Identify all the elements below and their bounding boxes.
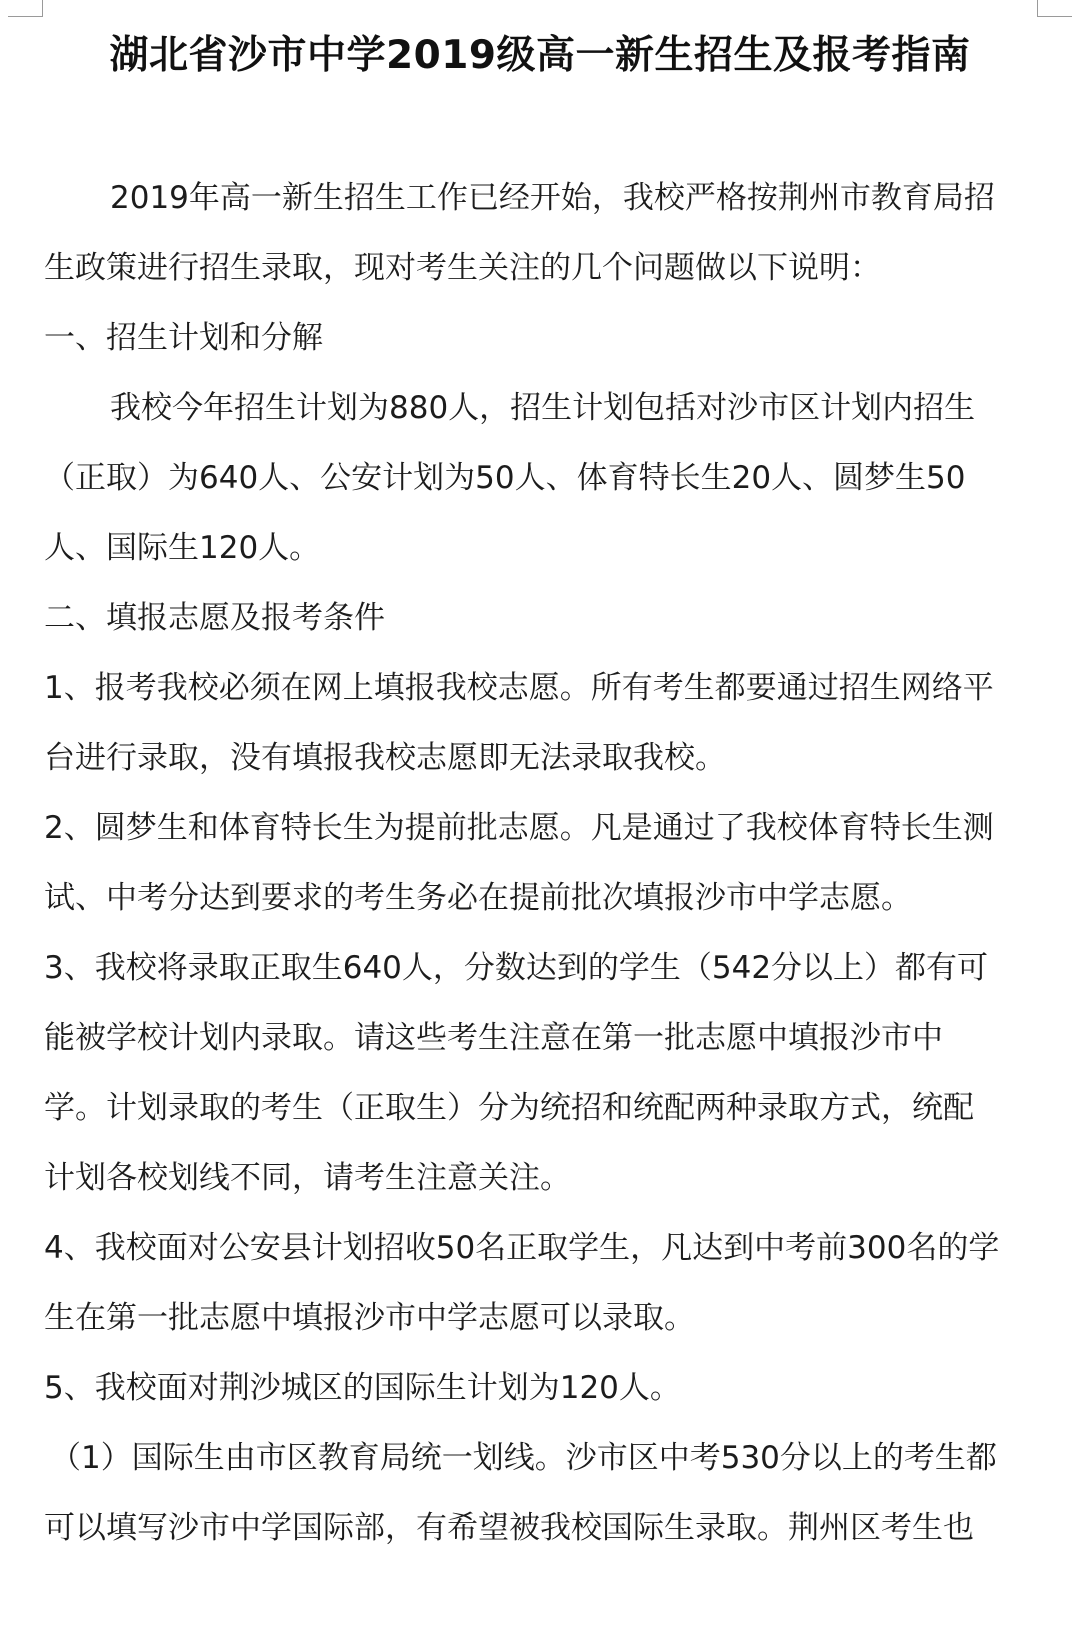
item-3-line-1: 3、我校将录取正取生640人，分数达到的学生（542分以上）都有可 bbox=[44, 950, 989, 986]
item-4-line-2: 生在第一批志愿中填报沙市中学志愿可以录取。 bbox=[44, 1300, 695, 1336]
section-heading-1: 一、招生计划和分解 bbox=[44, 320, 323, 356]
item-3-line-4: 计划各校划线不同，请考生注意关注。 bbox=[44, 1160, 571, 1196]
subitem-1-line-1: （1）国际生由市区教育局统一划线。沙市区中考530分以上的考生都 bbox=[50, 1440, 997, 1476]
section-heading-2: 二、填报志愿及报考条件 bbox=[44, 600, 385, 636]
subitem-1-line-2: 可以填写沙市中学国际部，有希望被我校国际生录取。荆州区考生也 bbox=[44, 1510, 974, 1546]
item-1-line-1: 1、报考我校必须在网上填报我校志愿。所有考生都要通过招生网络平 bbox=[44, 670, 994, 706]
item-1-line-2: 台进行录取，没有填报我校志愿即无法录取我校。 bbox=[44, 740, 726, 776]
item-5-line-1: 5、我校面对荆沙城区的国际生计划为120人。 bbox=[44, 1370, 681, 1406]
plan-paragraph-line-1: 我校今年招生计划为880人，招生计划包括对沙市区计划内招生 bbox=[110, 390, 976, 426]
plan-paragraph-line-2: （正取）为640人、公安计划为50人、体育特长生20人、圆梦生50 bbox=[44, 460, 966, 496]
item-2-line-1: 2、圆梦生和体育特长生为提前批志愿。凡是通过了我校体育特长生测 bbox=[44, 810, 994, 846]
item-2-line-2: 试、中考分达到要求的考生务必在提前批次填报沙市中学志愿。 bbox=[44, 880, 912, 916]
item-4-line-1: 4、我校面对公安县计划招收50名正取学生，凡达到中考前300名的学 bbox=[44, 1230, 1000, 1266]
item-3-line-2: 能被学校计划内录取。请这些考生注意在第一批志愿中填报沙市中 bbox=[44, 1020, 943, 1056]
item-3-line-3: 学。计划录取的考生（正取生）分为统招和统配两种录取方式，统配 bbox=[44, 1090, 974, 1126]
document-title: 湖北省沙市中学2019级高一新生招生及报考指南 bbox=[109, 33, 971, 78]
plan-paragraph-line-3: 人、国际生120人。 bbox=[44, 530, 321, 566]
intro-paragraph-line-2: 生政策进行招生录取，现对考生关注的几个问题做以下说明： bbox=[44, 250, 881, 286]
intro-paragraph-line-1: 2019年高一新生招生工作已经开始，我校严格按荆州市教育局招 bbox=[110, 180, 995, 216]
